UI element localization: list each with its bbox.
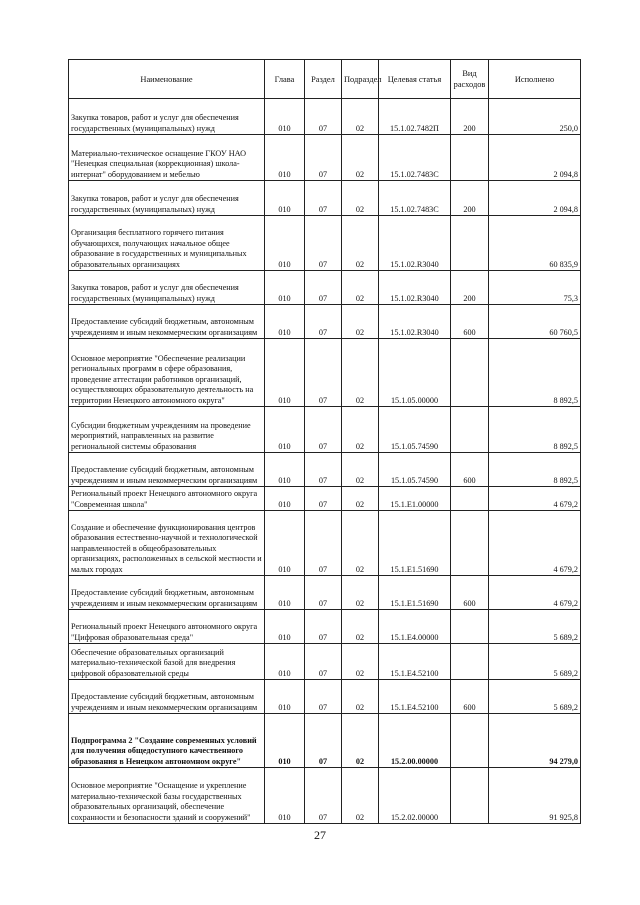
- cell-podrazdel: 02: [342, 714, 379, 768]
- table-row: [69, 511, 581, 576]
- cell-statya: 15.1.E4.52100: [379, 680, 451, 714]
- table-row: [69, 487, 581, 511]
- cell-podrazdel: 02: [342, 511, 379, 576]
- cell-statya: 15.2.00.00000: [379, 714, 451, 768]
- cell-vid: [451, 407, 489, 453]
- cell-statya: 15.1.02.R3040: [379, 271, 451, 305]
- cell-statya: 15.1.05.74590: [379, 407, 451, 453]
- cell-amount: 250,0: [489, 99, 581, 135]
- cell-vid: [451, 768, 489, 824]
- cell-vid: [451, 714, 489, 768]
- cell-podrazdel: 02: [342, 99, 379, 135]
- cell-amount: 8 892,5: [489, 339, 581, 407]
- header-razdel: Раздел: [305, 60, 342, 99]
- table-row: [69, 181, 581, 216]
- cell-amount: 2 094,8: [489, 181, 581, 216]
- cell-glava: 010: [265, 339, 305, 407]
- cell-glava: 010: [265, 768, 305, 824]
- cell-razdel: 07: [305, 453, 342, 487]
- cell-name: Предоставление субсидий бюджетным, автономным учреждениям и иным некоммерческим организациям: [69, 305, 265, 339]
- header-name: Наименование: [69, 60, 265, 99]
- cell-podrazdel: 02: [342, 680, 379, 714]
- header-vid: Вид расходов: [451, 60, 489, 99]
- cell-razdel: 07: [305, 271, 342, 305]
- cell-podrazdel: 02: [342, 271, 379, 305]
- cell-glava: 010: [265, 680, 305, 714]
- header-row: [69, 60, 581, 99]
- cell-podrazdel: 02: [342, 339, 379, 407]
- cell-name: Предоставление субсидий бюджетным, автономным учреждениям и иным некоммерческим организациям: [69, 453, 265, 487]
- cell-name: Закупка товаров, работ и услуг для обеспечения государственных (муниципальных) нужд: [69, 181, 265, 216]
- cell-razdel: 07: [305, 407, 342, 453]
- table-row: [69, 610, 581, 644]
- cell-name: Предоставление субсидий бюджетным, автономным учреждениям и иным некоммерческим организациям: [69, 576, 265, 610]
- cell-glava: 010: [265, 216, 305, 271]
- table-row: [69, 99, 581, 135]
- table-row: [69, 271, 581, 305]
- cell-glava: 010: [265, 511, 305, 576]
- table-row: [69, 768, 581, 824]
- budget-table: [68, 59, 581, 824]
- cell-podrazdel: 02: [342, 644, 379, 680]
- cell-glava: 010: [265, 644, 305, 680]
- cell-statya: 15.1.02.R3040: [379, 216, 451, 271]
- cell-vid: 200: [451, 99, 489, 135]
- cell-razdel: 07: [305, 135, 342, 181]
- cell-name: Предоставление субсидий бюджетным, автономным учреждениям и иным некоммерческим организациям: [69, 680, 265, 714]
- table-row: [69, 339, 581, 407]
- cell-glava: 010: [265, 407, 305, 453]
- cell-razdel: 07: [305, 680, 342, 714]
- cell-vid: 600: [451, 453, 489, 487]
- cell-vid: [451, 511, 489, 576]
- cell-glava: 010: [265, 610, 305, 644]
- cell-podrazdel: 02: [342, 305, 379, 339]
- cell-amount: 91 925,8: [489, 768, 581, 824]
- cell-amount: 60 760,5: [489, 305, 581, 339]
- cell-podrazdel: 02: [342, 610, 379, 644]
- cell-amount: 60 835,9: [489, 216, 581, 271]
- cell-podrazdel: 02: [342, 181, 379, 216]
- header-statya: Целевая статья: [379, 60, 451, 99]
- cell-amount: 94 279,0: [489, 714, 581, 768]
- cell-amount: 5 689,2: [489, 644, 581, 680]
- cell-statya: 15.1.E1.51690: [379, 576, 451, 610]
- cell-vid: [451, 339, 489, 407]
- cell-razdel: 07: [305, 768, 342, 824]
- cell-podrazdel: 02: [342, 216, 379, 271]
- cell-glava: 010: [265, 181, 305, 216]
- cell-amount: 8 892,5: [489, 407, 581, 453]
- cell-razdel: 07: [305, 644, 342, 680]
- cell-name: Закупка товаров, работ и услуг для обеспечения государственных (муниципальных) нужд: [69, 99, 265, 135]
- cell-amount: 4 679,2: [489, 487, 581, 511]
- cell-glava: 010: [265, 99, 305, 135]
- table-row: [69, 680, 581, 714]
- cell-vid: 600: [451, 305, 489, 339]
- cell-vid: 600: [451, 680, 489, 714]
- cell-vid: [451, 644, 489, 680]
- cell-statya: 15.1.E1.51690: [379, 511, 451, 576]
- table-row: [69, 644, 581, 680]
- cell-name: Субсидии бюджетным учреждениям на проведение мероприятий, направленных на развитие региональной системы образования: [69, 407, 265, 453]
- cell-name: Региональный проект Ненецкого автономного округа "Цифровая образовательная среда": [69, 610, 265, 644]
- cell-name: Материально-техническое оснащение ГКОУ НАО "Ненецкая специальная (коррекционная) школа-интернат" оборудованием и мебелью: [69, 135, 265, 181]
- cell-vid: [451, 487, 489, 511]
- cell-podrazdel: 02: [342, 768, 379, 824]
- cell-glava: 010: [265, 271, 305, 305]
- cell-vid: [451, 216, 489, 271]
- cell-statya: 15.1.02.7482П: [379, 99, 451, 135]
- cell-statya: 15.1.E1.00000: [379, 487, 451, 511]
- cell-glava: 010: [265, 487, 305, 511]
- table-row: [69, 135, 581, 181]
- header-glava: Глава: [265, 60, 305, 99]
- cell-statya: 15.1.02.7483С: [379, 181, 451, 216]
- cell-vid: 600: [451, 576, 489, 610]
- cell-razdel: 07: [305, 339, 342, 407]
- cell-name: Подпрограмма 2 "Создание современных условий для получения общедоступного качественного образования в Ненецком автономном округе": [69, 714, 265, 768]
- cell-razdel: 07: [305, 305, 342, 339]
- cell-vid: [451, 135, 489, 181]
- cell-podrazdel: 02: [342, 135, 379, 181]
- cell-statya: 15.1.02.7483С: [379, 135, 451, 181]
- cell-name: Региональный проект Ненецкого автономного округа "Современная школа": [69, 487, 265, 511]
- cell-razdel: 07: [305, 216, 342, 271]
- cell-razdel: 07: [305, 487, 342, 511]
- cell-razdel: 07: [305, 576, 342, 610]
- cell-amount: 8 892,5: [489, 453, 581, 487]
- cell-amount: 2 094,8: [489, 135, 581, 181]
- cell-podrazdel: 02: [342, 407, 379, 453]
- cell-glava: 010: [265, 714, 305, 768]
- cell-podrazdel: 02: [342, 576, 379, 610]
- cell-razdel: 07: [305, 181, 342, 216]
- cell-amount: 5 689,2: [489, 680, 581, 714]
- cell-vid: 200: [451, 181, 489, 216]
- cell-statya: 15.1.05.74590: [379, 453, 451, 487]
- cell-razdel: 07: [305, 99, 342, 135]
- cell-amount: 4 679,2: [489, 511, 581, 576]
- table-row: [69, 576, 581, 610]
- cell-razdel: 07: [305, 511, 342, 576]
- cell-name: Обеспечение образовательных организаций материально-технической базой для внедрения цифровой образовательной среды: [69, 644, 265, 680]
- table-row: [69, 714, 581, 768]
- cell-glava: 010: [265, 135, 305, 181]
- cell-vid: [451, 610, 489, 644]
- cell-name: Организация бесплатного горячего питания обучающихся, получающих начальное общее образование в государственных и муниципальных образовательных организациях: [69, 216, 265, 271]
- cell-amount: 75,3: [489, 271, 581, 305]
- cell-statya: 15.1.E4.00000: [379, 610, 451, 644]
- cell-statya: 15.1.E4.52100: [379, 644, 451, 680]
- cell-name: Создание и обеспечение функционирования центров образования естественно-научной и технологической направленностей в общеобразовательных организациях, расположенных в сельской местности и малых городах: [69, 511, 265, 576]
- cell-statya: 15.1.05.00000: [379, 339, 451, 407]
- cell-glava: 010: [265, 305, 305, 339]
- cell-amount: 4 679,2: [489, 576, 581, 610]
- table-row: [69, 407, 581, 453]
- table-row: [69, 216, 581, 271]
- cell-vid: 200: [451, 271, 489, 305]
- header-podrazdel: Подраздел: [342, 60, 379, 99]
- page-number: 27: [314, 828, 326, 842]
- cell-statya: 15.2.02.00000: [379, 768, 451, 824]
- cell-podrazdel: 02: [342, 487, 379, 511]
- cell-statya: 15.1.02.R3040: [379, 305, 451, 339]
- cell-glava: 010: [265, 453, 305, 487]
- cell-glava: 010: [265, 576, 305, 610]
- cell-name: Основное мероприятие "Оснащение и укрепление материально-технической базы государственных образовательных организаций, обеспечение сохранности и безопасности зданий и сооружений": [69, 768, 265, 824]
- header-amount: Исполнено: [489, 60, 581, 99]
- cell-podrazdel: 02: [342, 453, 379, 487]
- cell-name: Основное мероприятие "Обеспечение реализации региональных программ в сфере образования, проведение аттестации работников организаций, осуществляющих образовательную деятельность на территории Ненецкого автономного округа": [69, 339, 265, 407]
- table-row: [69, 305, 581, 339]
- table-row: [69, 453, 581, 487]
- cell-name: Закупка товаров, работ и услуг для обеспечения государственных (муниципальных) нужд: [69, 271, 265, 305]
- cell-razdel: 07: [305, 714, 342, 768]
- cell-razdel: 07: [305, 610, 342, 644]
- cell-amount: 5 689,2: [489, 610, 581, 644]
